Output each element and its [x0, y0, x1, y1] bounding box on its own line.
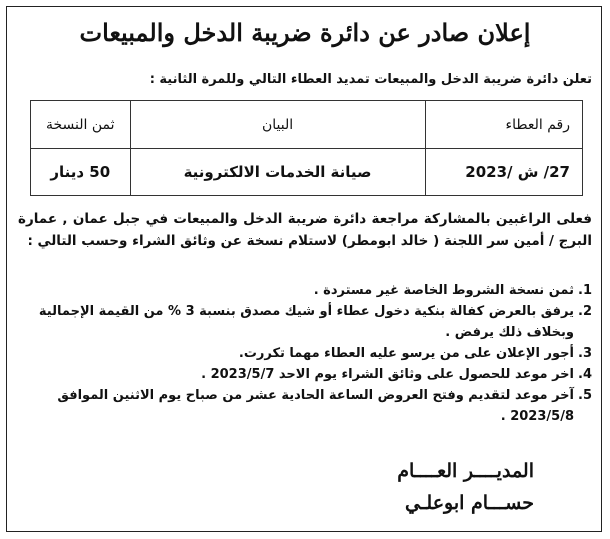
list-item	[18, 385, 592, 427]
list-item	[18, 301, 592, 343]
bid-table-row	[31, 149, 583, 196]
list-item-number: 3.	[578, 346, 592, 361]
header-description: البيان	[130, 101, 425, 149]
list-item	[18, 343, 592, 364]
conditions-list	[18, 280, 592, 427]
list-item	[18, 280, 592, 301]
list-item-number: 1.	[578, 283, 592, 298]
list-item-number: 2.	[578, 304, 592, 319]
list-item	[18, 364, 592, 385]
announcement-title: إعلان صادر عن دائرة ضريبة الدخل والمبيعات	[79, 18, 531, 47]
list-item-text: ثمن نسخة الشروط الخاصة غير مستردة .	[313, 283, 574, 298]
cell-copy-price: 50 دينار	[31, 149, 131, 196]
list-item-text: اخر موعد للحصول على وثائق الشراء يوم الاحد 2023/5/7 .	[201, 367, 574, 382]
body-paragraph: فعلى الراغبين بالمشاركة مراجعة دائرة ضريبة الدخل والمبيعات في جبل عمان , عمارة البرج / أمين سر اللجنة ( خالد ابومطر) لاستلام نسخة عن وثائق الشراء وحسب التالي :	[18, 211, 592, 249]
list-item-text: يرفق بالعرض كفالة بنكية دخول عطاء أو شيك مصدق بنسبة 3 % من القيمة الإجمالية وبخلاف ذلك يرفض .	[38, 304, 574, 340]
signature-position: المديــــر العــــام	[397, 460, 534, 482]
intro-text: تعلن دائرة ضريبة الدخل والمبيعات تمديد العطاء التالي وللمرة الثانية :	[149, 72, 592, 87]
list-item-text: آخر موعد لتقديم وفتح العروض الساعة الحادية عشر من صباح يوم الاثنين الموافق 2023/5/8 .	[57, 388, 574, 424]
cell-description: صيانة الخدمات الالكترونية	[130, 149, 425, 196]
header-bid-number: رقم العطاء	[425, 101, 582, 149]
bid-table-header-row	[31, 101, 583, 149]
list-item-number: 4.	[578, 367, 592, 382]
list-item-number: 5.	[578, 388, 592, 403]
header-copy-price: ثمن النسخة	[31, 101, 131, 149]
signature-block	[397, 455, 534, 519]
signature-name: حســـام ابوعلـي	[405, 492, 534, 514]
list-item-text: أجور الإعلان على من يرسو عليه العطاء مهما تكررت.	[238, 346, 574, 361]
cell-bid-number: 27/ ش /2023	[425, 149, 582, 196]
bid-table	[30, 100, 583, 196]
